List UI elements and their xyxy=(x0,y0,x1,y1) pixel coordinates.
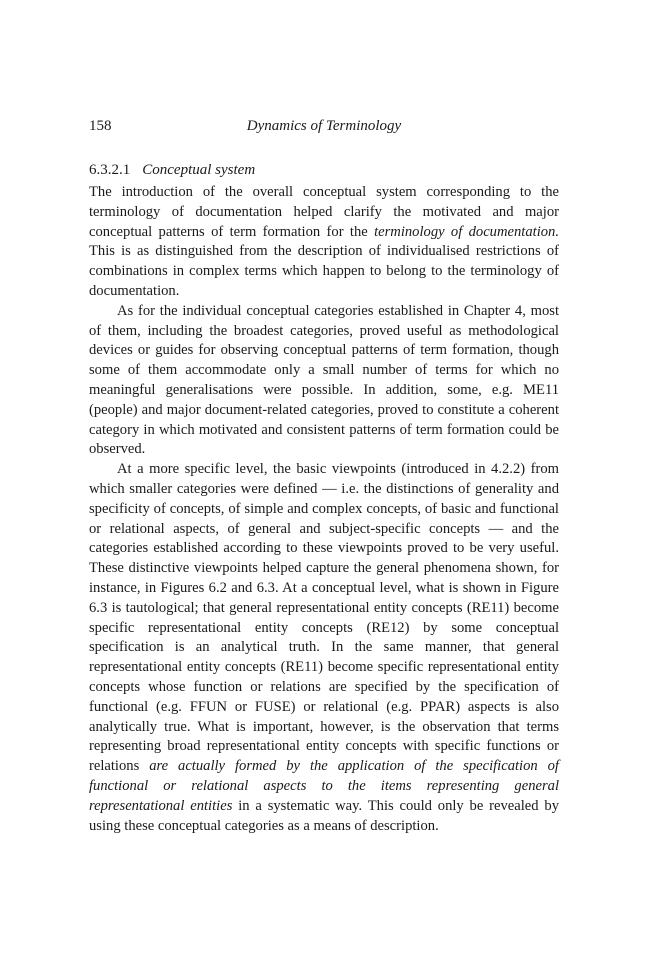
paragraph-2 xyxy=(89,302,559,460)
section-title: Conceptual system xyxy=(142,162,256,178)
running-head xyxy=(89,114,559,138)
paragraph-3 xyxy=(89,460,559,836)
paragraph-emphasis: are actually formed by the application of the specification of functional or relational aspects to the items representing general representational entities xyxy=(89,758,559,814)
paragraph-text: This is as distinguished from the description of individualised restrictions of combinations in complex terms which happen to belong to the terminology of documentation. xyxy=(89,243,559,299)
book-page xyxy=(89,114,559,836)
paragraph-text: The introduction of the overall conceptual system corresponding to the terminology of documentation helped clarify the motivated and major conceptual patterns of term formation for the xyxy=(89,184,559,240)
section-number: 6.3.2.1 xyxy=(89,162,131,178)
running-title: Dynamics of Terminology xyxy=(246,118,402,134)
body-text xyxy=(89,183,559,836)
paragraph-emphasis: terminology of documentation. xyxy=(374,223,559,240)
section-heading xyxy=(89,160,559,180)
paragraph-text: in a systematic way. This could only be revealed by using these conceptual categories as a means of description. xyxy=(89,797,560,834)
paragraph-text: As for the individual conceptual categories established in Chapter 4, most of them, including the broadest categories, proved useful as methodological devices or guides for observing conceptual patterns of term formation, though some of them accommodate only a small number of terms for which no meaningful generalisations were possible. In addition, some, e.g. ME11 (people) and major document-related categories, proved to constitute a coherent category in which motivated and consistent patterns of term formation could be observed. xyxy=(89,302,559,458)
page-number: 158 xyxy=(89,118,112,134)
paragraph-text: At a more specific level, the basic viewpoints (introduced in 4.2.2) from which smaller categories were defined — i.e. the distinctions of generality and specificity of concepts, of simple and complex concepts, of basic and functional or relational aspects, of general and subject-specific concepts — and the categories established according to these viewpoints proved to be very useful. These distinctive viewpoints helped capture the general phenomena shown, for instance, in Figures 6.2 and 6.3. At a conceptual level, what is shown in Figure 6.3 is tautological; that general representational entity concepts (RE11) become specific representational entity concepts (RE12) by some conceptual specification is an analytical truth. In the same manner, that general representational entity concepts (RE11) become specific representational entity concepts whose function or relations are specified by the specification of functional (e.g. FFUN or FUSE) or relational (e.g. PPAR) aspects is also analytically true. What is important, however, is the observation that terms representing broad representational entity concepts with specific functions or relations xyxy=(89,461,559,775)
paragraph-1 xyxy=(89,183,559,302)
